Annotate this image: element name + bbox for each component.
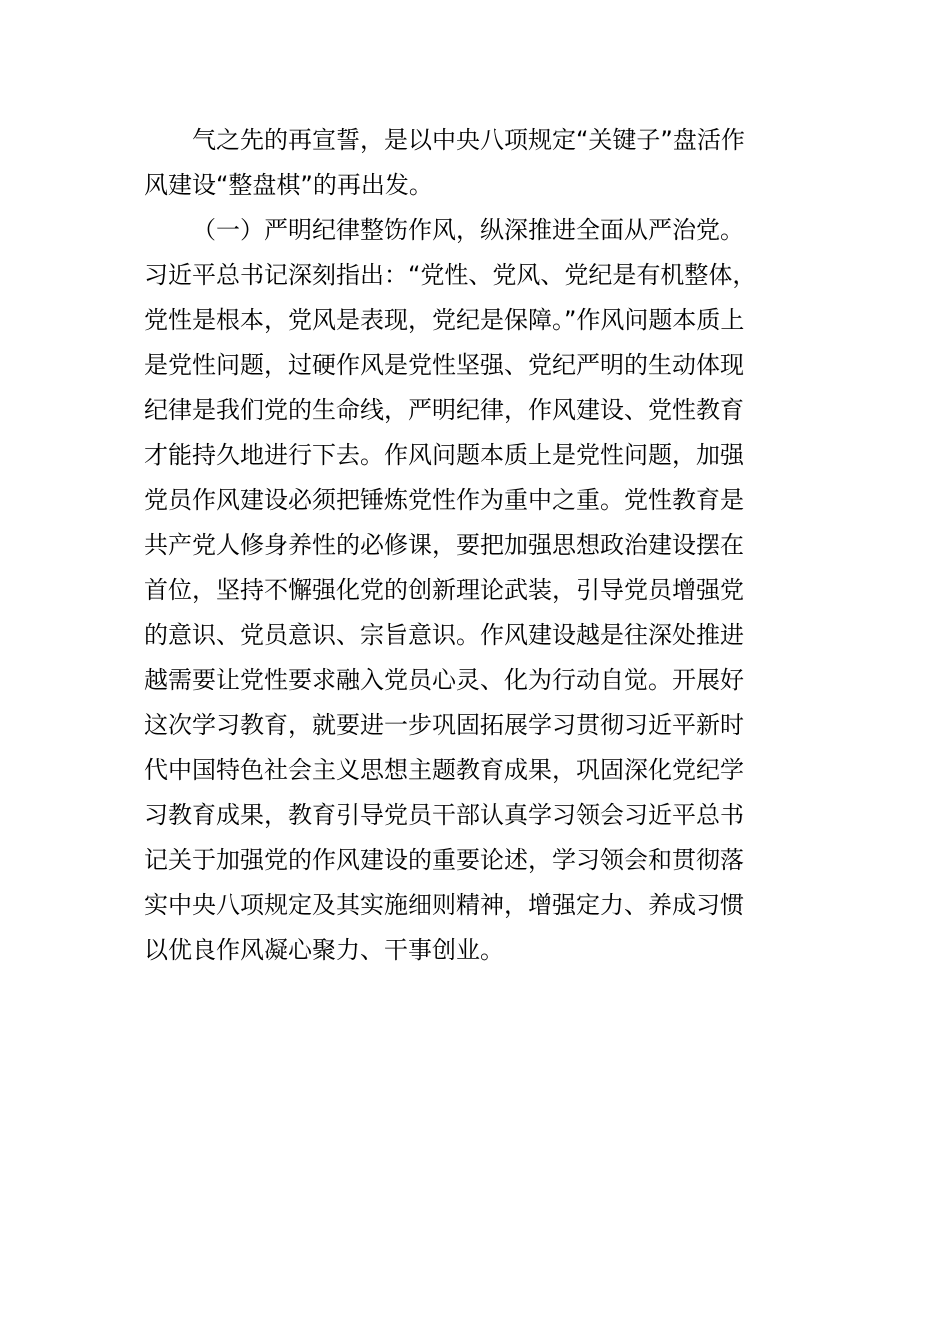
text-line: 这次学习教育，就要进一步巩固拓展学习贯彻习近平新时 (144, 711, 744, 739)
text-line: 党性是根本，党风是表现，党纪是保障。”作风问题本质上 (144, 306, 745, 334)
text-line: 的意识、党员意识、宗旨意识。作风建设越是往深处推进 (144, 621, 744, 649)
text-line: 以优良作风凝心聚力、干事创业。 (144, 936, 504, 964)
text-line: 首位，坚持不懈强化党的创新理论武装，引导党员增强党 (144, 576, 744, 604)
text-line: 党员作风建设必须把锤炼党性作为重中之重。党性教育是 (144, 486, 744, 514)
text-line: 风建设“整盘棋”的再出发。 (144, 171, 433, 199)
text-line: 越需要让党性要求融入党员心灵、化为行动自觉。开展好 (144, 666, 744, 694)
section-heading-line: （一）严明纪律整饬作风，纵深推进全面从严治党。 (192, 216, 744, 244)
text-line: 才能持久地进行下去。作风问题本质上是党性问题，加强 (144, 441, 744, 469)
text-line: 代中国特色社会主义思想主题教育成果，巩固深化党纪学 (144, 756, 744, 784)
text-line: 共产党人修身养性的必修课，要把加强思想政治建设摆在 (144, 531, 744, 559)
text-line: 气之先的再宣誓，是以中央八项规定“关键子”盘活作 (192, 126, 745, 154)
body-text (144, 118, 810, 973)
text-line: 是党性问题，过硬作风是党性坚强、党纪严明的生动体现 (144, 351, 744, 379)
text-line: 实中央八项规定及其实施细则精神，增强定力、养成习惯 (144, 891, 744, 919)
text-line: 习近平总书记深刻指出：“党性、党风、党纪是有机整体， (144, 261, 757, 289)
text-line: 习教育成果，教育引导党员干部认真学习领会习近平总书 (144, 801, 744, 829)
text-line: 纪律是我们党的生命线，严明纪律，作风建设、党性教育 (144, 396, 744, 424)
text-line: 记关于加强党的作风建设的重要论述，学习领会和贯彻落 (144, 846, 744, 874)
